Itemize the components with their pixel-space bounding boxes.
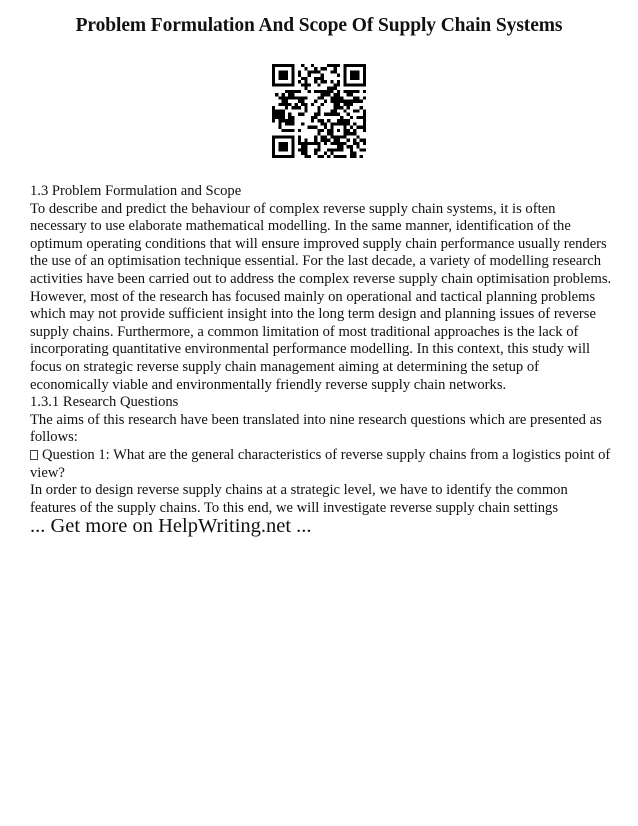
question-item	[30, 447, 615, 482]
paragraph: In order to design reverse supply chains at a strategic level, we have to identify the common features of the supply chains. To this end, we will investigate reverse supply chain settings	[30, 482, 568, 516]
paragraph: To describe and predict the behaviour of complex reverse supply chain systems, it is often necessary to use elaborate mathematical modelling. In the same manner, identification of the optimum operating conditions that will ensure improved supply chain performance usually renders the use of an optimisation technique essential. For the last decade, a variety of modelling research activities have been carried out to address the complex reverse supply chain optimisation problems. However, most of the research has focused mainly on operational and tactical planning problems which may not provide sufficient insight into the long term design and planning issues of reverse supply chains. Furthermore, a common limitation of most traditional approaches is the lack of incorporating quantitative environmental performance modelling. In this context, this study will focus on strategic reverse supply chain management aiming at determining the setup of economically viable and environmentally friendly reverse supply chain networks.	[30, 200, 612, 393]
bullet-box-icon	[30, 450, 38, 460]
qr-code-icon	[272, 64, 366, 158]
document-body	[30, 183, 615, 517]
document-title: Problem Formulation And Scope Of Supply Chain Systems	[75, 15, 563, 36]
question-text: Question 1: What are the general characteristics of reverse supply chains from a logistics point of view?	[30, 446, 611, 481]
subsection-heading: 1.3.1 Research Questions	[30, 394, 179, 411]
get-more-link[interactable]: ... Get more on HelpWriting.net ...	[30, 515, 312, 537]
paragraph: The aims of this research have been translated into nine research questions which are presented as follows:	[30, 411, 602, 446]
section-heading: 1.3 Problem Formulation and Scope	[30, 183, 242, 199]
